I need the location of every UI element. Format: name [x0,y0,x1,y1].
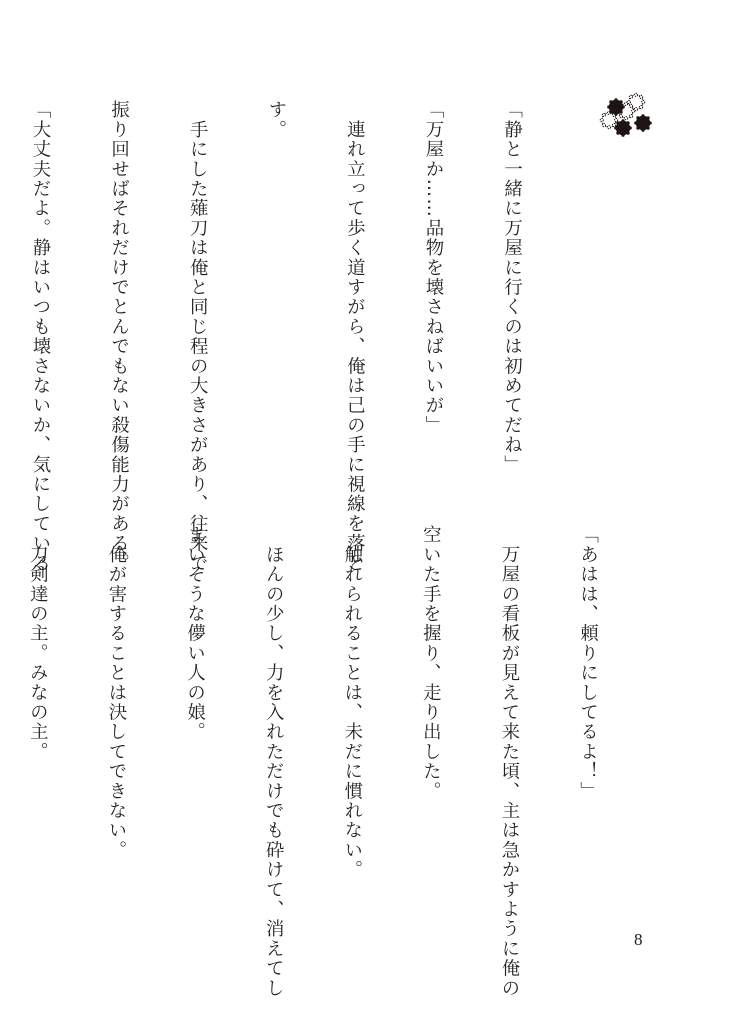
text-line: 手にした薙刀は俺と同じ程の大きさがあり、往来で [187,100,209,573]
text-line: 「静と一緒に万屋に行くのは初めてだね」 [501,100,523,475]
text-line: 万屋の看板が見えて来た頃、主は急かすように俺の [498,525,520,998]
page-number: 8 [634,930,643,949]
text-line: 「あはは、頼りにしてるよ！」 [577,525,599,801]
text-line: まいそうな儚い人の娘。 [184,525,206,742]
text-line: 連れ立って歩く道すがら、俺は己の手に視線を落と [344,100,366,573]
text-line: ほんの少し、力を入れただけでも砕けて、消えてし [263,525,285,998]
text-block-lower [0,525,653,998]
text-line: 空いた手を握り、走り出した。 [420,525,442,801]
text-line: 俺が害することは決してできない。 [105,525,127,860]
text-line: 触れられることは、未だに慣れない。 [341,525,363,880]
text-line: 「大丈夫だよ。静はいつも壊さないか、気にしている [29,100,51,573]
flower-cluster-icon [596,90,656,140]
text-line: す。 [265,100,287,140]
text-line: 「万屋か……品物を壊さねばいいが」 [422,100,444,435]
text-line: 刀剣達の主。みなの主。 [27,525,49,762]
text-block-upper [0,100,577,573]
text-line: 振り回せばそれだけでとんでもない殺傷能力がある。 [108,100,130,573]
